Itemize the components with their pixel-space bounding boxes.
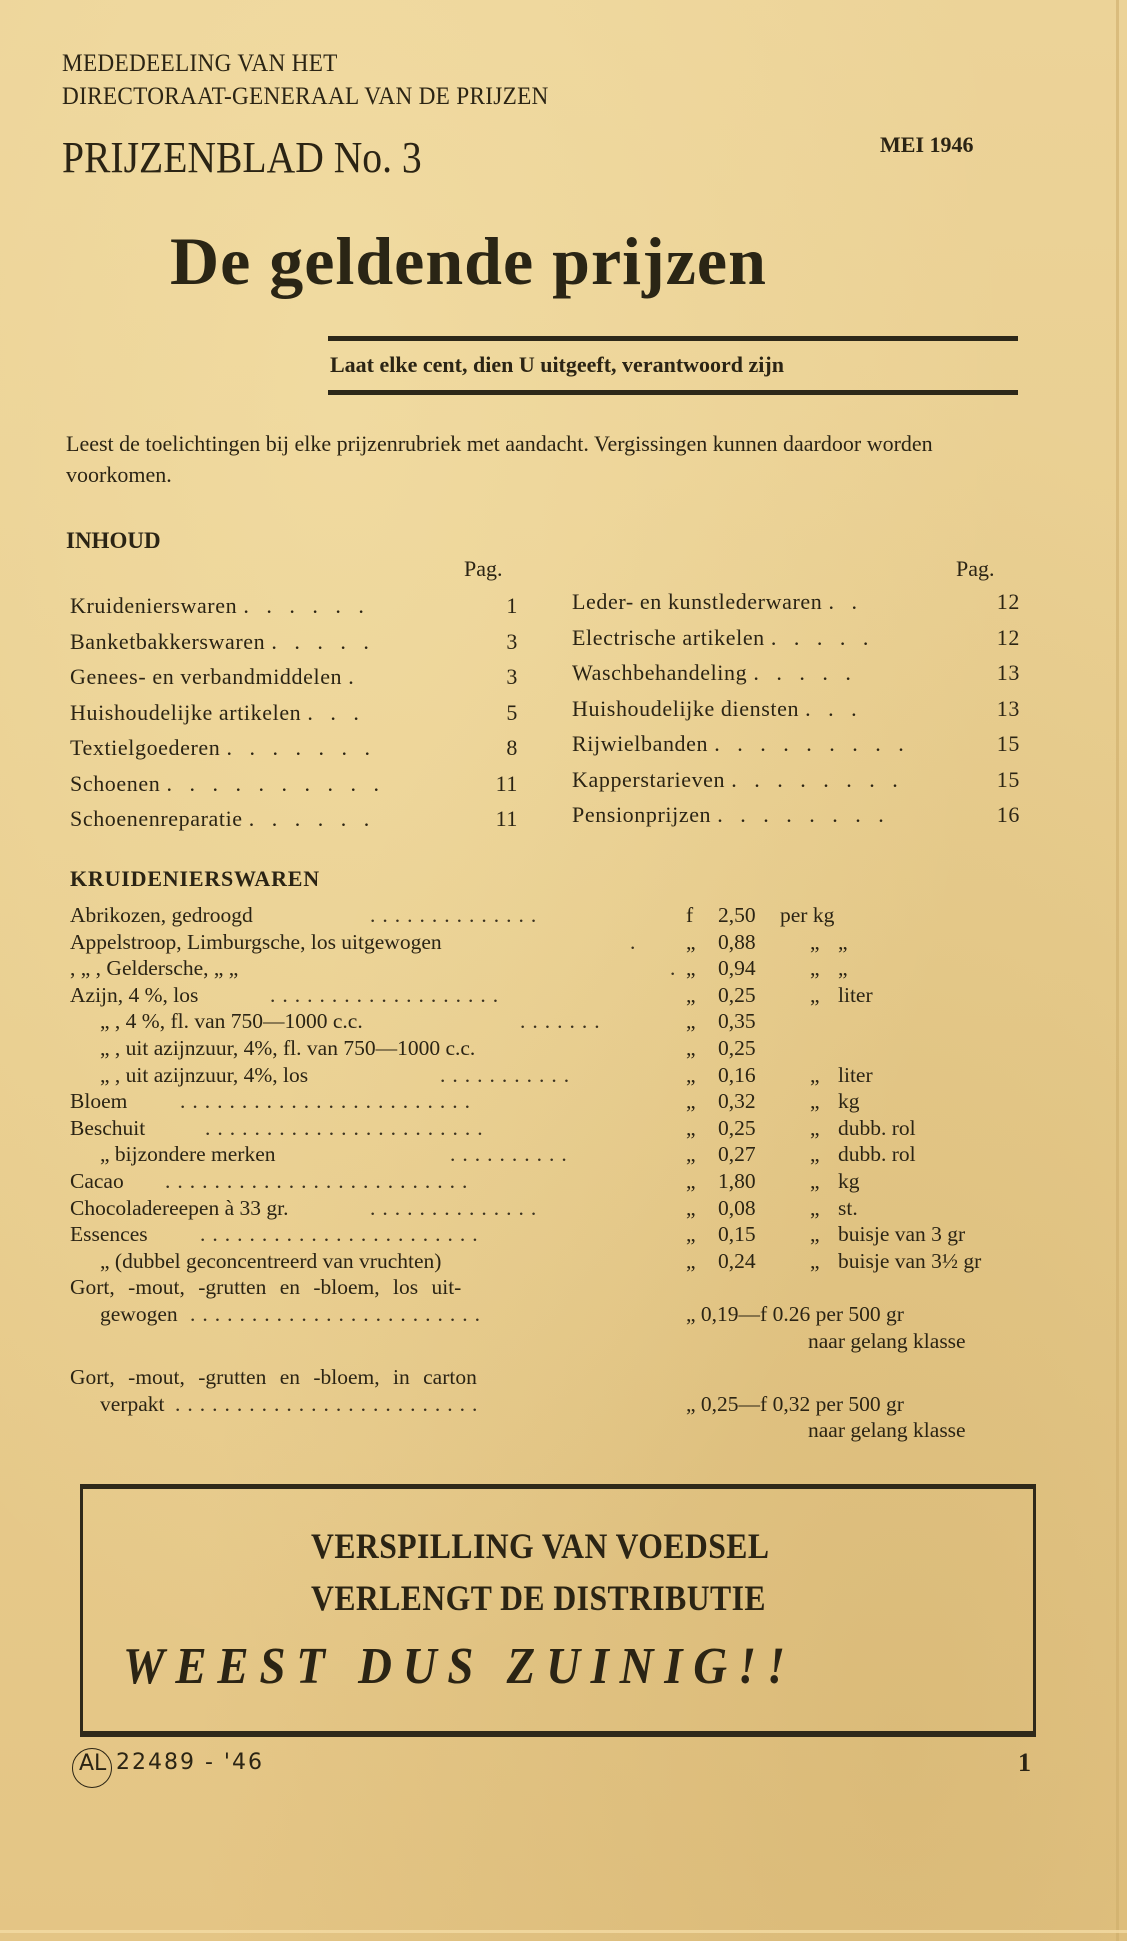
price-row	[70, 1062, 1070, 1089]
dot-leader: .	[630, 929, 643, 954]
contents-entry-label: Rijwielbanden	[572, 731, 709, 756]
unit-ditto: „	[810, 1089, 820, 1114]
currency-mark: „	[686, 1195, 696, 1220]
item-name: Chocoladereepen à 33 gr.	[70, 1195, 289, 1220]
contents-page-label-right: Pag.	[956, 556, 995, 581]
currency-mark: „	[686, 1222, 696, 1247]
price-row	[70, 902, 1070, 929]
unit-ditto: „	[810, 1142, 820, 1167]
dot-leader: . . . . . . . . .	[714, 731, 910, 756]
row-spacer	[70, 1354, 1070, 1364]
item-name-cont: verpakt	[100, 1391, 165, 1416]
contents-entry-page: 8	[506, 735, 518, 760]
contents-entry-label: Leder- en kunstlederwaren	[572, 589, 823, 614]
notice-line-1: VERSPILLING VAN VOEDSEL	[311, 1526, 770, 1566]
contents-entry-page: 12	[996, 624, 1020, 650]
currency-mark: „	[686, 956, 696, 981]
item-name: , „ , Geldersche, „ „	[70, 956, 239, 981]
currency-mark: „	[686, 982, 696, 1007]
contents-entry-label: Schoenen	[70, 770, 161, 796]
dot-leader: . . . . . . .	[226, 735, 376, 760]
notice-line-2: VERLENGT DE DISTRIBUTIE	[311, 1578, 766, 1618]
dot-leader: ........................	[190, 1301, 487, 1326]
notice-box	[80, 1484, 1036, 1737]
currency-mark: „	[686, 1142, 696, 1167]
item-unit: per kg	[780, 903, 835, 927]
contents-list-right	[572, 584, 1020, 833]
price-row	[70, 955, 1070, 982]
item-unit: liter	[838, 982, 873, 1007]
dot-leader: ..............	[370, 1195, 544, 1220]
item-unit: st.	[838, 1195, 858, 1220]
item-price: 0,25	[718, 1115, 756, 1140]
item-name: Bloem	[70, 1089, 128, 1114]
dot-leader: . . . . .	[271, 628, 375, 654]
contents-entry-label: Banketbakkerswaren	[70, 628, 266, 654]
currency-mark: „	[686, 1009, 696, 1034]
item-price: 0,27	[718, 1142, 756, 1167]
price-row	[70, 982, 1070, 1009]
contents-entry-page: 11	[495, 770, 518, 796]
contents-entry	[572, 726, 1020, 762]
price-row	[70, 1088, 1070, 1115]
contents-list-left	[70, 588, 518, 837]
intro-paragraph: Leest de toelichtingen bij elke prijzenrubriek met aandacht. Vergissingen kunnen daardoor worden voorkomen.	[66, 431, 933, 487]
contents-entry-label: Kruidenierswaren	[70, 593, 238, 618]
item-name: „ , uit azijnzuur, 4%, fl. van 750—1000 c.c.	[100, 1035, 476, 1060]
motto-rule-bottom	[328, 390, 1018, 395]
issuer-line-2: DIRECTORAAT-GENERAAL VAN DE PRIJZEN	[62, 83, 549, 110]
contents-entry	[572, 584, 1020, 620]
item-name: „ (dubbel geconcentreerd van vruchten)	[100, 1248, 442, 1273]
item-price: 0,08	[718, 1195, 756, 1220]
price-note: naar gelang klasse	[808, 1328, 966, 1353]
dot-leader: . . . . . . . .	[731, 766, 904, 792]
contents-page-label-left: Pag.	[464, 556, 503, 581]
currency-mark: „	[686, 1115, 696, 1140]
price-row-range	[70, 1274, 1070, 1301]
item-name: Gort, -mout, -grutten en -bloem, los uit-	[70, 1275, 462, 1300]
item-name: „ , uit azijnzuur, 4%, los	[100, 1062, 309, 1087]
item-price: 1,80	[718, 1168, 756, 1193]
contents-entry	[572, 691, 1020, 727]
item-price: 0,15	[718, 1222, 756, 1247]
item-unit: dubb. rol	[838, 1115, 916, 1140]
item-unit: kg	[838, 1168, 860, 1193]
price-row	[70, 1221, 1070, 1248]
unit-ditto: „	[810, 1115, 820, 1140]
printer-logo-icon	[72, 1748, 112, 1788]
dot-leader: .......................	[200, 1222, 485, 1247]
contents-entry	[70, 624, 518, 660]
currency-mark: „	[686, 1062, 696, 1087]
notice-line-3: WEEST DUS ZUINIG!!	[123, 1638, 796, 1695]
contents-entry	[572, 762, 1020, 798]
price-row-range-cont	[70, 1301, 1070, 1328]
contents-entry	[70, 659, 518, 695]
page-title: De geldende prijzen	[170, 223, 767, 299]
price-row-range	[70, 1364, 1070, 1391]
dot-leader: ...................	[270, 982, 506, 1007]
issue-title: PRIJZENBLAD No. 3	[62, 133, 422, 182]
item-price: 0,88	[718, 929, 756, 954]
unit-ditto: „	[810, 1062, 820, 1087]
dot-leader: .......................	[205, 1115, 490, 1140]
contents-entry-label: Electrische artikelen	[572, 624, 765, 650]
dot-leader: . .	[828, 589, 863, 614]
dot-leader: .	[348, 664, 360, 689]
item-unit: dubb. rol	[838, 1142, 916, 1167]
contents-entry	[572, 620, 1020, 656]
contents-entry	[572, 655, 1020, 691]
currency-mark: f	[686, 903, 694, 927]
unit-ditto: „	[810, 1222, 820, 1247]
item-price: 0,32	[718, 1089, 756, 1114]
paper-edge	[1116, 0, 1119, 1941]
item-name: „ , 4 %, fl. van 750—1000 c.c.	[100, 1009, 363, 1034]
printer-logo-letters: AL	[79, 1751, 107, 1776]
price-row-range-cont	[70, 1391, 1070, 1418]
contents-entry-label: Waschbehandeling	[572, 660, 748, 685]
dot-leader: .........................	[165, 1168, 475, 1193]
dot-leader: ..............	[370, 903, 544, 927]
contents-entry	[70, 766, 518, 802]
unit-ditto: „	[810, 929, 820, 954]
currency-mark: „	[686, 1035, 696, 1060]
price-row	[70, 1248, 1070, 1275]
price-row	[70, 929, 1070, 956]
price-row-note	[70, 1417, 1070, 1444]
dot-leader: ..........	[450, 1142, 574, 1167]
currency-mark: „	[686, 1168, 696, 1193]
contents-entry-page: 12	[996, 589, 1020, 614]
price-row	[70, 1168, 1070, 1195]
price-list	[70, 902, 1070, 1444]
unit-ditto: „	[810, 982, 820, 1007]
contents-entry-label: Kapperstarieven	[572, 766, 726, 792]
contents-entry-page: 16	[996, 802, 1020, 827]
price-row-note	[70, 1328, 1070, 1355]
contents-heading: INHOUD	[66, 528, 161, 553]
price-range: „ 0,19—f 0.26 per 500 gr	[686, 1301, 904, 1326]
contents-entry-label: Textielgoederen	[70, 735, 221, 760]
dot-leader: . . .	[805, 695, 863, 721]
item-name: Cacao	[70, 1168, 124, 1193]
item-unit: liter	[838, 1062, 873, 1087]
item-price: 0,24	[718, 1248, 756, 1273]
contents-entry	[70, 695, 518, 731]
motto-rule-top	[328, 336, 1018, 341]
contents-entry-label: Huishoudelijke artikelen	[70, 699, 302, 725]
item-name: Azijn, 4 %, los	[70, 982, 199, 1007]
contents-entry-page: 5	[506, 699, 518, 725]
item-name: Appelstroop, Limburgsche, los uitgewogen	[70, 929, 442, 954]
currency-mark: „	[686, 1248, 696, 1273]
contents-entry-label: Huishoudelijke diensten	[572, 695, 800, 721]
dot-leader: . . . . .	[770, 624, 875, 650]
item-unit: „	[838, 956, 848, 981]
section-heading: KRUIDENIERSWAREN	[70, 866, 320, 891]
issuer-line-1: MEDEDEELING VAN HET	[62, 50, 338, 77]
contents-entry	[70, 801, 518, 837]
paper-edge-bottom	[0, 1930, 1127, 1933]
item-price: 0,25	[718, 1035, 756, 1060]
contents-entry-page: 15	[996, 766, 1020, 792]
dot-leader: .......	[520, 1009, 607, 1034]
price-row	[70, 1195, 1070, 1222]
contents-entry	[70, 730, 518, 766]
currency-mark: „	[686, 929, 696, 954]
dot-leader: ...........	[440, 1062, 577, 1087]
dot-leader: . . . . . . . .	[717, 802, 890, 827]
price-note: naar gelang klasse	[808, 1418, 966, 1443]
contents-entry-page: 15	[996, 731, 1020, 756]
contents-entry-page: 13	[996, 660, 1020, 685]
contents-entry-label: Schoenenreparatie	[70, 806, 243, 831]
price-range: „ 0,25—f 0,32 per 500 gr	[686, 1391, 904, 1416]
item-price: 0,35	[718, 1009, 756, 1034]
unit-ditto: „	[810, 1248, 820, 1273]
item-unit: kg	[838, 1089, 860, 1114]
contents-entry-label: Pensionprijzen	[572, 802, 712, 827]
contents-entry-page: 11	[495, 806, 518, 831]
item-name: Abrikozen, gedroogd	[70, 903, 253, 927]
unit-ditto: „	[810, 1168, 820, 1193]
currency-mark: „	[686, 1089, 696, 1114]
contents-entry-page: 1	[506, 593, 518, 618]
contents-entry	[70, 588, 518, 624]
contents-entry-page: 3	[506, 664, 518, 689]
item-name: Essences	[70, 1222, 148, 1247]
item-unit: buisje van 3 gr	[838, 1222, 966, 1247]
item-name: Gort, -mout, -grutten en -bloem, in carton	[70, 1365, 477, 1390]
issue-date: MEI 1946	[880, 132, 974, 157]
page-number: 1	[1018, 1748, 1031, 1777]
dot-leader: .........................	[175, 1391, 485, 1416]
contents-entry-page: 13	[996, 695, 1020, 721]
unit-ditto: „	[810, 1195, 820, 1220]
dot-leader: . . . . . .	[243, 593, 370, 618]
item-price: 0,94	[718, 956, 756, 981]
dot-leader: . . . . . . . . . .	[166, 770, 385, 796]
price-row	[70, 1008, 1070, 1035]
item-name: Beschuit	[70, 1115, 146, 1140]
dot-leader: . . . . .	[753, 660, 857, 685]
item-price: 0,16	[718, 1062, 756, 1087]
unit-ditto: „	[810, 956, 820, 981]
contents-entry-page: 3	[506, 628, 518, 654]
item-unit: „	[838, 929, 848, 954]
dot-leader: . . . . . .	[248, 806, 376, 831]
price-row	[70, 1035, 1070, 1062]
item-price: 0,25	[718, 982, 756, 1007]
price-row	[70, 1115, 1070, 1142]
contents-entry-label: Genees- en verbandmiddelen	[70, 664, 343, 689]
item-price: 2,50	[718, 903, 756, 927]
dot-leader: ........................	[180, 1089, 477, 1114]
motto: Laat elke cent, dien U uitgeeft, verantwoord zijn	[330, 352, 784, 377]
item-name-cont: gewogen	[100, 1301, 178, 1326]
price-row	[70, 1141, 1070, 1168]
dot-leader: .	[670, 956, 683, 981]
contents-entry	[572, 797, 1020, 833]
item-unit: buisje van 3½ gr	[838, 1248, 982, 1273]
item-name: „ bijzondere merken	[100, 1142, 276, 1167]
dot-leader: . . .	[307, 699, 365, 725]
print-code: 22489 - '46	[116, 1750, 264, 1775]
